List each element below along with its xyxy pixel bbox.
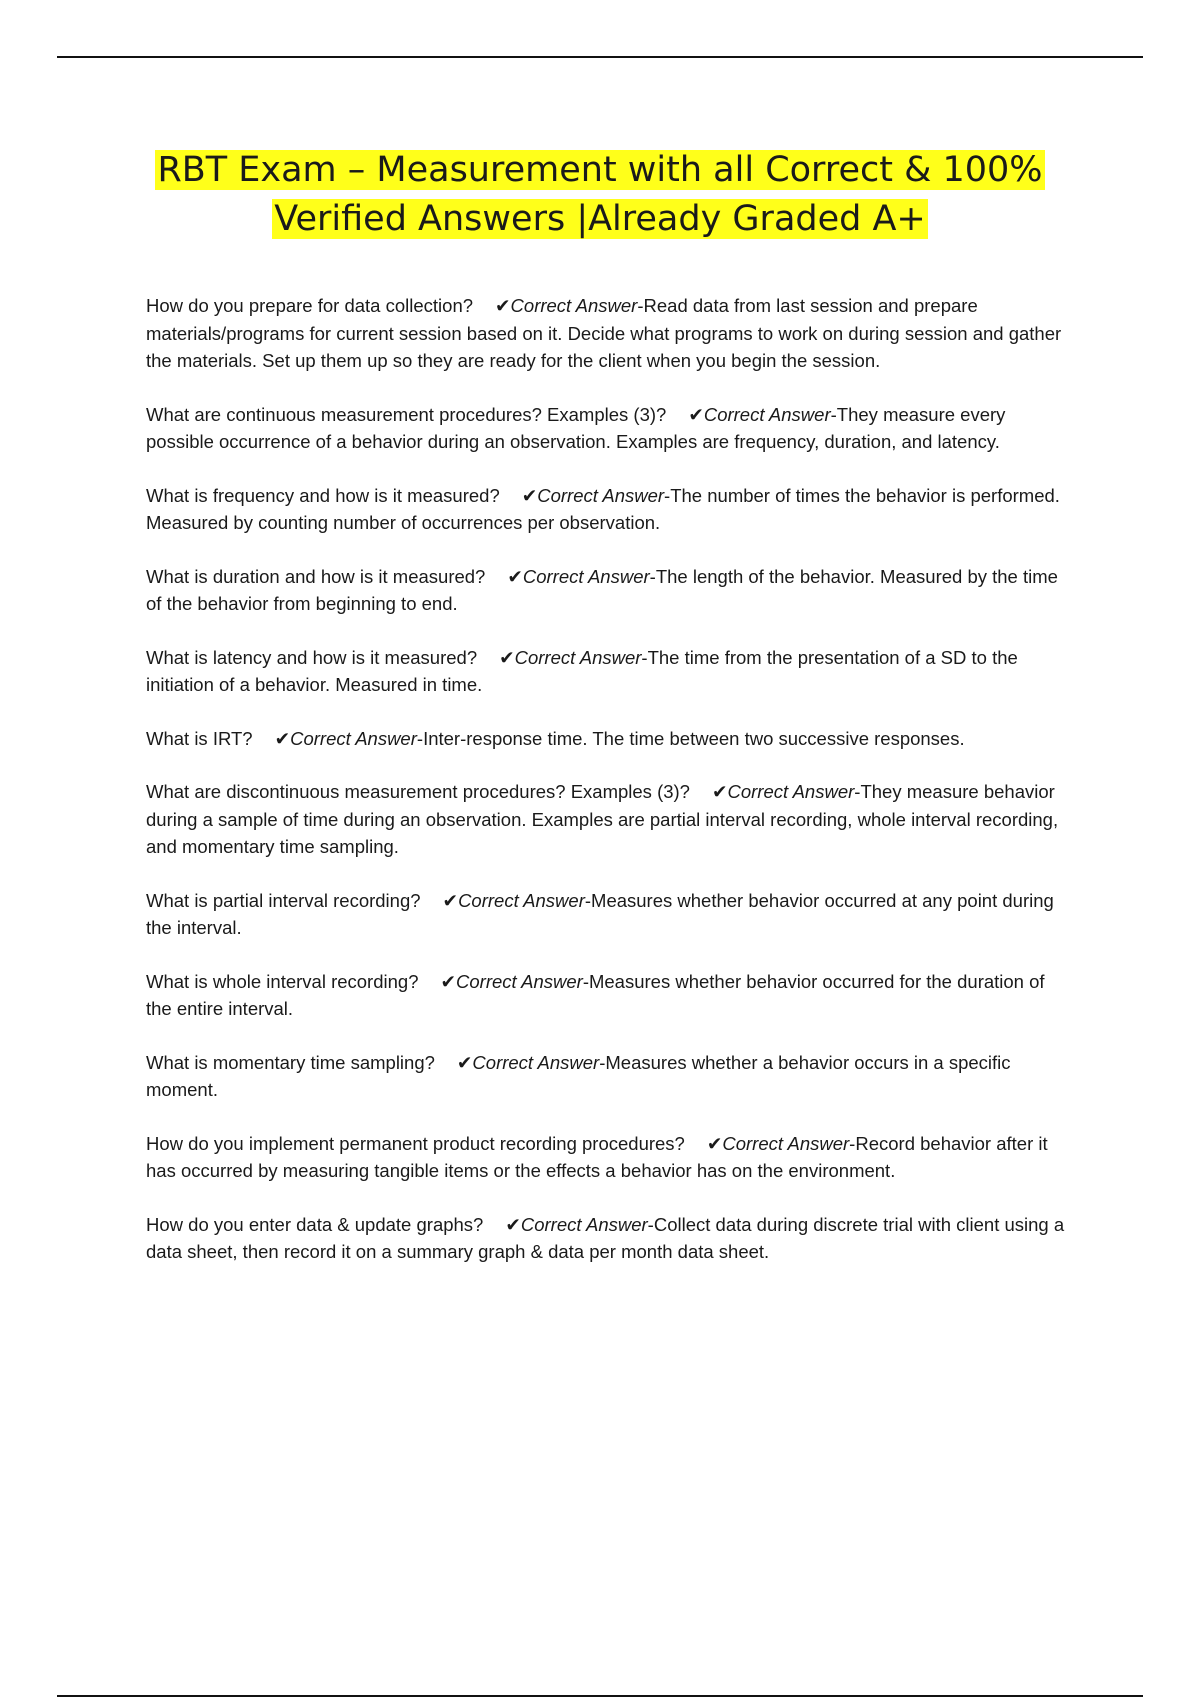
answer-text: Measures whether a behavior occurs in a specific moment.	[146, 1051, 1011, 1100]
qa-list	[146, 292, 1066, 1292]
question-text: What is latency and how is it measured?	[146, 646, 478, 668]
check-icon: ✔	[521, 484, 538, 506]
answer-text: Measures whether behavior occurred for the duration of the entire interval.	[146, 970, 1045, 1019]
check-icon: ✔	[499, 646, 515, 668]
check-icon: ✔	[274, 727, 291, 749]
question-text: What is momentary time sampling?	[146, 1051, 435, 1073]
check-icon: ✔	[507, 565, 523, 587]
answer-text: Record behavior after it has occurred by measuring tangible items or the effects a behavior has on the environment.	[146, 1132, 1048, 1181]
title-line-2: Verified Answers |Already Graded A+	[274, 199, 926, 239]
qa-item: What is frequency and how is it measured? ✔Correct Answer-The number of times the behavior is performed. Measured by counting number of occurrences per observation.	[146, 484, 1060, 533]
qa-item: How do you implement permanent product recording procedures? ✔Correct Answer-Record behavior after it has occurred by measuring tangible items or the effects a behavior has on the environment.	[146, 1132, 1048, 1181]
answer-text: Inter-response time. The time between two successive responses.	[423, 727, 965, 749]
question-text: What is whole interval recording?	[146, 970, 419, 992]
title-line-1: RBT Exam – Measurement with all Correct & 100%	[157, 150, 1043, 190]
answer-label: ✔Correct Answer	[495, 295, 638, 316]
question-text: How do you prepare for data collection?	[146, 295, 474, 316]
answer-label: ✔Correct Answer	[711, 781, 855, 802]
question-text: What is partial interval recording?	[146, 889, 421, 911]
document-title	[100, 146, 1100, 244]
question-text: What is IRT?	[146, 727, 253, 749]
answer-text: The number of times the behavior is performed. Measured by counting number of occurrences per observation.	[146, 484, 1060, 533]
question-text: What is duration and how is it measured?	[146, 565, 486, 587]
qa-item: What is duration and how is it measured? ✔Correct Answer-The length of the behavior. Measured by the time of the behavior from beginning to end.	[146, 565, 1058, 614]
question-text: What are discontinuous measurement procedures? Examples (3)?	[146, 781, 690, 802]
question-text: What is frequency and how is it measured?	[146, 484, 500, 506]
check-icon: ✔	[711, 781, 728, 802]
qa-item: What is momentary time sampling? ✔Correct Answer-Measures whether a behavior occurs in a specific moment.	[146, 1051, 1011, 1100]
answer-label: ✔Correct Answer	[688, 403, 831, 425]
qa-item: What is whole interval recording? ✔Correct Answer-Measures whether behavior occurred for the duration of the entire interval.	[146, 970, 1045, 1019]
qa-item: What is IRT? ✔Correct Answer-Inter-response time. The time between two successive responses.	[146, 727, 965, 749]
check-icon: ✔	[505, 1213, 521, 1235]
qa-item: What are discontinuous measurement procedures? Examples (3)? ✔Correct Answer-They measure behavior during a sample of time during an observation. Examples are partial interval recording, whole interval recording, and momentary time sampling.	[146, 781, 1059, 857]
answer-label: ✔Correct Answer	[456, 1051, 600, 1073]
answer-text: Read data from last session and prepare materials/programs for current session based on it. Decide what programs to work on during session and gather the materials. Set up them up so they are ready for the client when you begin the session.	[146, 295, 1062, 371]
answer-text: They measure behavior during a sample of time during an observation. Examples are partial interval recording, whole interval recording, and momentary time sampling.	[146, 781, 1059, 857]
check-icon: ✔	[456, 1051, 473, 1073]
answer-text: Collect data during discrete trial with client using a data sheet, then record it on a summary graph & data per month data sheet.	[146, 1213, 1065, 1262]
qa-item: What is partial interval recording? ✔Correct Answer-Measures whether behavior occurred at any point during the interval.	[146, 889, 1054, 938]
answer-text: The length of the behavior. Measured by the time of the behavior from beginning to end.	[146, 565, 1058, 614]
check-icon: ✔	[706, 1132, 723, 1154]
question-text: What are continuous measurement procedures? Examples (3)?	[146, 403, 667, 425]
qa-item: What are continuous measurement procedures? Examples (3)? ✔Correct Answer-They measure every possible occurrence of a behavior during an observation. Examples are frequency, duration, and latency.	[146, 403, 1006, 452]
question-text: How do you implement permanent product recording procedures?	[146, 1132, 685, 1154]
answer-label: ✔Correct Answer	[274, 727, 417, 749]
qa-item: What is latency and how is it measured? ✔Correct Answer-The time from the presentation of a SD to the initiation of a behavior. Measured in time.	[146, 646, 1018, 695]
qa-item: How do you enter data & update graphs? ✔Correct Answer-Collect data during discrete trial with client using a data sheet, then record it on a summary graph & data per month data sheet.	[146, 1213, 1065, 1262]
answer-label: ✔Correct Answer	[499, 646, 642, 668]
check-icon: ✔	[688, 403, 704, 425]
answer-label: ✔Correct Answer	[505, 1213, 648, 1235]
bottom-rule	[57, 1695, 1143, 1697]
check-icon: ✔	[442, 889, 459, 911]
check-icon: ✔	[495, 295, 511, 316]
answer-label: ✔Correct Answer	[521, 484, 665, 506]
answer-text: The time from the presentation of a SD to the initiation of a behavior. Measured in time.	[146, 646, 1018, 695]
qa-item: How do you prepare for data collection? ✔Correct Answer-Read data from last session and prepare materials/programs for current session based on it. Decide what programs to work on during session and gather the materials. Set up them up so they are ready for the client when you begin the session.	[146, 295, 1062, 371]
answer-label: ✔Correct Answer	[440, 970, 583, 992]
answer-text: They measure every possible occurrence of a behavior during an observation. Examples are frequency, duration, and latency.	[146, 403, 1006, 452]
answer-label: ✔Correct Answer	[442, 889, 585, 911]
top-rule	[57, 56, 1143, 58]
answer-label: ✔Correct Answer	[507, 565, 650, 587]
answer-label: ✔Correct Answer	[706, 1132, 850, 1154]
answer-text: Measures whether behavior occurred at any point during the interval.	[146, 889, 1054, 938]
check-icon: ✔	[440, 970, 457, 992]
question-text: How do you enter data & update graphs?	[146, 1213, 484, 1235]
